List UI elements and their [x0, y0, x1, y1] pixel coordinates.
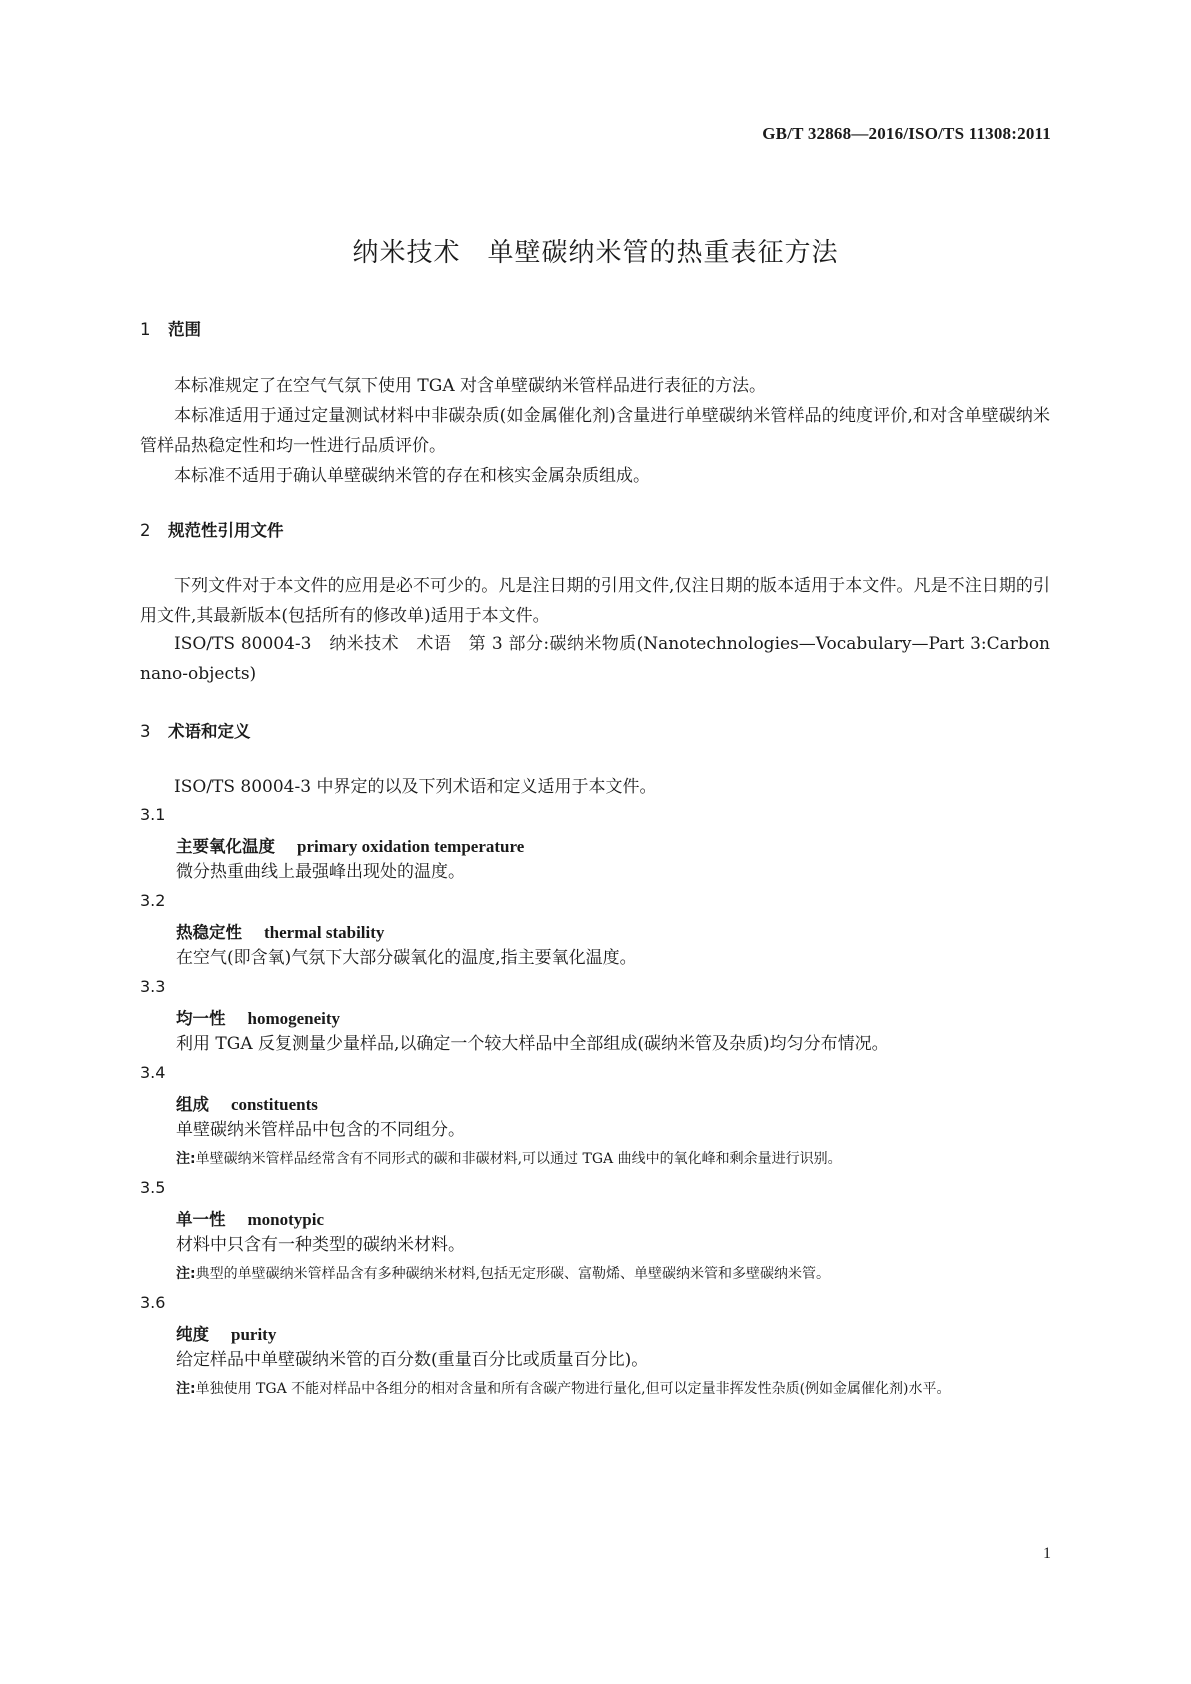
note-text: 单独使用 TGA 不能对样品中各组分的相对含量和所有含碳产物进行量化,但可以定量非挥发性杂质(例如金属催化剂)水平。: [195, 1381, 951, 1397]
term-chinese: 单一性: [176, 1210, 226, 1229]
note-text: 单壁碳纳米管样品经常含有不同形式的碳和非碳材料,可以通过 TGA 曲线中的氧化峰和剩余量进行识别。: [195, 1151, 842, 1167]
term-chinese: 热稳定性: [176, 923, 242, 942]
term-definition: 单壁碳纳米管样品中包含的不同组分。: [176, 1120, 465, 1140]
note-text: 典型的单壁碳纳米管样品含有多种碳纳米材料,包括无定形碳、富勒烯、单壁碳纳米管和多壁碳纳米管。: [195, 1266, 831, 1282]
term-number: 3.3: [140, 977, 166, 996]
term-note: [176, 1146, 1056, 1173]
document-title: 纳米技术 单壁碳纳米管的热重表征方法: [352, 238, 839, 268]
term-definition: 给定样品中单壁碳纳米管的百分数(重量百分比或质量百分比)。: [176, 1350, 649, 1370]
section-number: 1: [140, 320, 151, 339]
paragraph: 本标准适用于通过定量测试材料中非碳杂质(如金属催化剂)含量进行单壁碳纳米管样品的纯度评价,和对含单壁碳纳米管样品热稳定性和均一性进行品质评价。: [140, 406, 1050, 456]
section-number: 2: [140, 521, 151, 540]
term-number: 3.2: [140, 891, 166, 910]
term-definition: 利用 TGA 反复测量少量样品,以确定一个较大样品中全部组成(碳纳米管及杂质)均匀分布情况。: [176, 1034, 889, 1054]
term-definition: 微分热重曲线上最强峰出现处的温度。: [176, 862, 465, 882]
term-chinese: 纯度: [176, 1325, 209, 1344]
term-number: 3.6: [140, 1293, 166, 1312]
term-chinese: 主要氧化温度: [176, 837, 275, 856]
term-english: purity: [231, 1325, 277, 1344]
note-label: 注:: [176, 1381, 196, 1397]
term-note: [176, 1261, 1056, 1288]
note-label: 注:: [176, 1266, 196, 1282]
term-heading: [176, 1321, 276, 1345]
paragraph: 本标准不适用于确认单壁碳纳米管的存在和核实金属杂质组成。: [174, 466, 650, 486]
term-number: 3.4: [140, 1063, 166, 1082]
term-heading: [176, 919, 384, 943]
term-english: primary oxidation temperature: [297, 837, 525, 856]
standard-code: GB/T 32868—2016/ISO/TS 11308:2011: [762, 124, 1051, 143]
reference-entry: ISO/TS 80004-3 纳米技术 术语 第 3 部分:碳纳米物质(Nanotechnologies—Vocabulary—Part 3:Carbon nano-objects): [140, 634, 1050, 684]
term-english: constituents: [231, 1095, 318, 1114]
term-definition: 材料中只含有一种类型的碳纳米材料。: [176, 1235, 465, 1255]
term-heading: [176, 1206, 324, 1230]
page-number: 1: [1043, 1545, 1051, 1562]
section-3-heading: [140, 718, 251, 742]
section-title: 术语和定义: [168, 722, 251, 741]
term-chinese: 组成: [176, 1095, 209, 1114]
section-title: 规范性引用文件: [168, 521, 284, 540]
paragraph: 下列文件对于本文件的应用是必不可少的。凡是注日期的引用文件,仅注日期的版本适用于本文件。凡是不注日期的引用文件,其最新版本(包括所有的修改单)适用于本文件。: [140, 576, 1050, 626]
term-number: 3.5: [140, 1178, 166, 1197]
term-english: thermal stability: [264, 923, 385, 942]
section-title: 范围: [168, 320, 201, 339]
term-heading: [176, 1091, 318, 1115]
paragraph: 本标准规定了在空气气氛下使用 TGA 对含单壁碳纳米管样品进行表征的方法。: [174, 376, 767, 396]
term-english: monotypic: [247, 1210, 324, 1229]
term-heading: [176, 1005, 340, 1029]
term-chinese: 均一性: [176, 1009, 226, 1028]
section-1-heading: [140, 316, 201, 340]
term-definition: 在空气(即含氧)气氛下大部分碳氧化的温度,指主要氧化温度。: [176, 948, 637, 968]
paragraph: ISO/TS 80004-3 中界定的以及下列术语和定义适用于本文件。: [174, 777, 657, 797]
section-number: 3: [140, 722, 151, 741]
note-label: 注:: [176, 1151, 196, 1167]
term-english: homogeneity: [247, 1009, 341, 1028]
term-note: [176, 1376, 1056, 1403]
term-number: 3.1: [140, 805, 166, 824]
term-heading: [176, 833, 524, 857]
section-2-heading: [140, 517, 284, 541]
